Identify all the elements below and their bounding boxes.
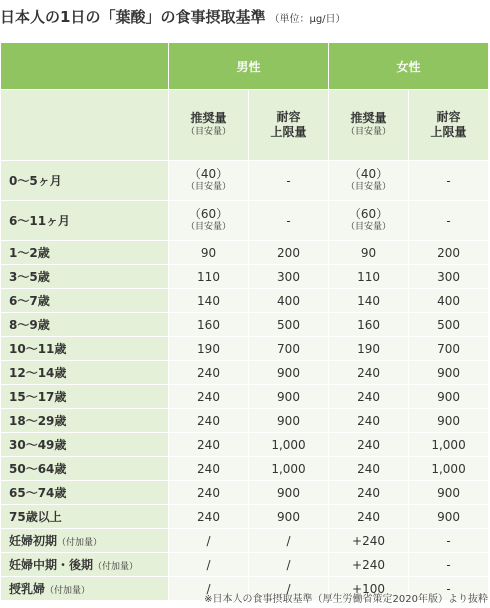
male-ul-cell: /: [249, 577, 329, 601]
male-ul-cell: /: [249, 553, 329, 577]
female-ul-cell: 900: [409, 505, 489, 529]
header-rda-note: （目安量）: [346, 127, 392, 137]
male-ul-cell: 900: [249, 361, 329, 385]
row-label-note: （付加量）: [45, 586, 91, 596]
female-ul-cell: 1,000: [409, 433, 489, 457]
subheader-corner: [1, 90, 169, 161]
male-ul-cell: 300: [249, 265, 329, 289]
table-row: [1, 433, 489, 457]
header-ul-line1: 耐容: [436, 110, 461, 124]
male-rda-cell: 90: [169, 241, 249, 265]
row-label: 30～49歳: [1, 433, 169, 457]
female-rda-cell: 240: [329, 481, 409, 505]
male-rda-cell: 240: [169, 409, 249, 433]
male-ul-cell: 200: [249, 241, 329, 265]
male-rda-note: （目安量）: [185, 181, 231, 192]
row-label: 12～14歳: [1, 361, 169, 385]
male-rda-cell: [169, 161, 249, 201]
table-row: [1, 529, 489, 553]
female-ul-cell: 900: [409, 409, 489, 433]
female-rda-value: （60）: [348, 206, 389, 221]
female-ul-cell: -: [409, 201, 489, 241]
male-rda-cell: 240: [169, 505, 249, 529]
female-ul-cell: 200: [409, 241, 489, 265]
male-rda-cell: 240: [169, 433, 249, 457]
male-rda-cell: 240: [169, 457, 249, 481]
row-label: 0～5ヶ月: [1, 161, 169, 201]
female-rda-cell: 240: [329, 385, 409, 409]
header-female-rda: [329, 90, 409, 161]
female-ul-cell: -: [409, 529, 489, 553]
row-label-text: 授乳婦: [9, 582, 46, 596]
male-ul-cell: -: [249, 161, 329, 201]
male-rda-cell: 160: [169, 313, 249, 337]
table-row: [1, 481, 489, 505]
header-ul-line1: 耐容: [276, 110, 301, 124]
header-corner: [1, 43, 169, 90]
female-rda-cell: 140: [329, 289, 409, 313]
header-ul-line2: 上限量: [430, 125, 467, 139]
table-row: [1, 201, 489, 241]
male-rda-cell: /: [169, 553, 249, 577]
row-label-text: 妊婦初期: [9, 534, 58, 548]
row-label: 15～17歳: [1, 385, 169, 409]
row-label: 50～64歳: [1, 457, 169, 481]
header-male-ul: [249, 90, 329, 161]
row-label: 65～74歳: [1, 481, 169, 505]
male-rda-cell: 110: [169, 265, 249, 289]
male-rda-cell: /: [169, 577, 249, 601]
row-label-note: （付加量）: [57, 538, 103, 548]
table-row: [1, 241, 489, 265]
male-rda-cell: [169, 201, 249, 241]
row-label: [1, 577, 169, 601]
male-ul-cell: 700: [249, 337, 329, 361]
female-ul-cell: 900: [409, 385, 489, 409]
male-ul-cell: 900: [249, 481, 329, 505]
female-rda-cell: 160: [329, 313, 409, 337]
male-ul-cell: 400: [249, 289, 329, 313]
male-rda-cell: 240: [169, 481, 249, 505]
title-text: 日本人の1日の「葉酸」の食事摂取基準: [0, 8, 266, 26]
female-ul-cell: 1,000: [409, 457, 489, 481]
male-rda-cell: 240: [169, 385, 249, 409]
header-male: 男性: [169, 43, 329, 90]
female-rda-cell: +240: [329, 529, 409, 553]
female-rda-cell: [329, 201, 409, 241]
female-rda-cell: [329, 161, 409, 201]
male-rda-cell: 140: [169, 289, 249, 313]
folate-intake-table: [0, 42, 489, 601]
male-ul-cell: 1,000: [249, 433, 329, 457]
row-label: 6～7歳: [1, 289, 169, 313]
female-rda-cell: 110: [329, 265, 409, 289]
female-ul-cell: 900: [409, 481, 489, 505]
male-ul-cell: -: [249, 201, 329, 241]
row-label: [1, 529, 169, 553]
row-label: 8～9歳: [1, 313, 169, 337]
row-label: [1, 553, 169, 577]
source-footnote: ※日本人の食事摂取基準（厚生労働省策定2020年版）より抜粋: [204, 594, 488, 605]
female-rda-note: （目安量）: [346, 221, 392, 232]
header-rda-note: （目安量）: [185, 127, 231, 137]
header-female-ul: [409, 90, 489, 161]
male-ul-cell: /: [249, 529, 329, 553]
header-rda-label: 推奨量: [350, 111, 387, 125]
table-row: [1, 505, 489, 529]
female-rda-cell: 240: [329, 457, 409, 481]
male-ul-cell: 900: [249, 505, 329, 529]
female-ul-cell: -: [409, 553, 489, 577]
female-rda-cell: 190: [329, 337, 409, 361]
female-rda-cell: 240: [329, 361, 409, 385]
table-row: [1, 265, 489, 289]
male-ul-cell: 1,000: [249, 457, 329, 481]
female-ul-cell: 900: [409, 361, 489, 385]
female-rda-cell: 240: [329, 409, 409, 433]
male-ul-cell: 900: [249, 409, 329, 433]
table-row: [1, 553, 489, 577]
male-rda-value: （60）: [188, 206, 229, 221]
table-row: [1, 161, 489, 201]
female-ul-cell: -: [409, 577, 489, 601]
row-label: 75歳以上: [1, 505, 169, 529]
table-row: [1, 289, 489, 313]
female-rda-cell: 240: [329, 505, 409, 529]
header-female: 女性: [329, 43, 489, 90]
female-rda-cell: 90: [329, 241, 409, 265]
male-rda-note: （目安量）: [185, 221, 231, 232]
row-label: 6～11ヶ月: [1, 201, 169, 241]
header-ul-line2: 上限量: [270, 125, 307, 139]
page-title: [0, 6, 346, 28]
female-ul-cell: -: [409, 161, 489, 201]
row-label-text: 妊婦中期・後期: [9, 558, 94, 572]
female-rda-cell: +100: [329, 577, 409, 601]
male-rda-cell: /: [169, 529, 249, 553]
unit-label: （単位：μg/日）: [269, 14, 346, 25]
header-rda-label: 推奨量: [190, 111, 227, 125]
female-ul-cell: 300: [409, 265, 489, 289]
table-row: [1, 361, 489, 385]
female-rda-note: （目安量）: [346, 181, 392, 192]
female-ul-cell: 700: [409, 337, 489, 361]
male-rda-cell: 240: [169, 361, 249, 385]
male-ul-cell: 500: [249, 313, 329, 337]
row-label: 1～2歳: [1, 241, 169, 265]
header-male-rda: [169, 90, 249, 161]
female-ul-cell: 500: [409, 313, 489, 337]
male-rda-value: （40）: [188, 166, 229, 181]
female-rda-cell: +240: [329, 553, 409, 577]
table-row: [1, 337, 489, 361]
table-row: [1, 385, 489, 409]
female-ul-cell: 400: [409, 289, 489, 313]
table-row: [1, 457, 489, 481]
row-label-note: （付加量）: [93, 562, 139, 572]
male-rda-cell: 190: [169, 337, 249, 361]
row-label: 3～5歳: [1, 265, 169, 289]
row-label: 18～29歳: [1, 409, 169, 433]
table-row: [1, 313, 489, 337]
female-rda-cell: 240: [329, 433, 409, 457]
female-rda-value: （40）: [348, 166, 389, 181]
table-row: [1, 409, 489, 433]
male-ul-cell: 900: [249, 385, 329, 409]
row-label: 10～11歳: [1, 337, 169, 361]
